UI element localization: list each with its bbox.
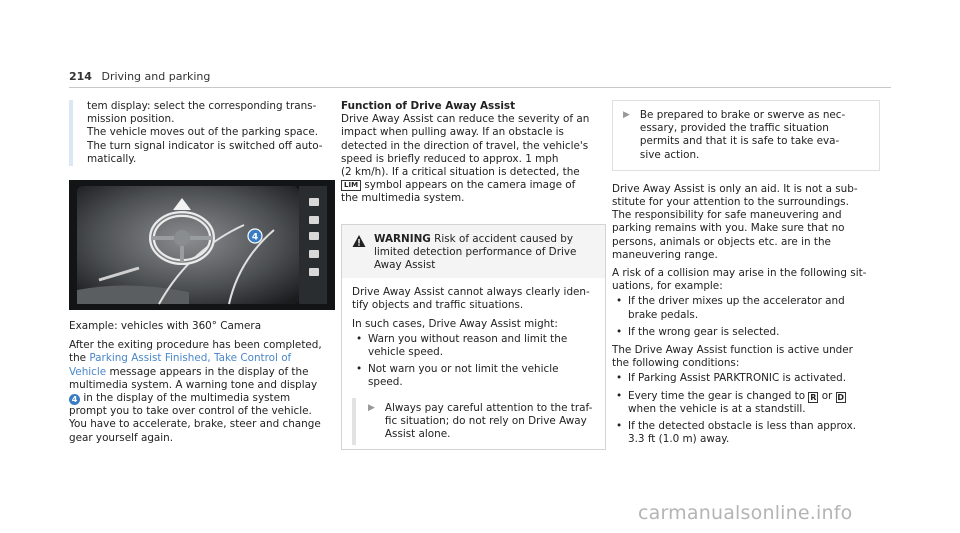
intro-line: tem display: select the corresponding trans- (87, 100, 317, 112)
paragraph-line (69, 366, 335, 379)
text-fragment: Every time the gear is changed to (628, 389, 806, 402)
list-item (612, 390, 880, 416)
site-watermark: carmanualsonline.info (638, 502, 853, 524)
list-item (612, 420, 880, 446)
warning-text: Away Assist (374, 259, 436, 272)
paragraph-line: uations, for example: (612, 280, 723, 293)
intro-line: matically. (87, 152, 137, 165)
column-middle (341, 100, 606, 450)
tip-line: Be prepared to brake or swerve as nec- (639, 109, 846, 121)
list-item-text (628, 390, 880, 403)
paragraph-line: parking remains with you. Make sure that no (612, 222, 845, 235)
intro-line: The vehicle moves out of the parking space. (87, 126, 319, 139)
camera-image (69, 180, 335, 310)
paragraph-line: A risk of a collision may arise in the following sit- (612, 267, 867, 280)
paragraph-line: impact when pulling away. If an obstacle is (341, 126, 564, 139)
warning-box (341, 224, 606, 451)
paragraph-line: tify objects and traffic situations. (352, 299, 524, 312)
list-item-text: • If the wrong gear is selected. (628, 325, 780, 338)
list-item-text: when the vehicle is at a standstill. (628, 402, 806, 415)
page-header (69, 70, 210, 83)
column-left (69, 100, 335, 445)
display-message-link: Vehicle (69, 365, 107, 378)
paragraph-line: You have to accelerate, brake, steer and change (69, 418, 321, 431)
aid-paragraph (612, 183, 880, 262)
display-message-link: Parking Assist Finished, (89, 352, 211, 365)
list-item (612, 372, 880, 385)
text-fragment: in the display of the multimedia system (83, 392, 291, 405)
section-title: Driving and parking (101, 70, 211, 83)
text-fragment: or (821, 389, 833, 402)
tip-line: fic situation; do not rely on Drive Away (384, 414, 587, 427)
warning-label: WARNING (374, 232, 431, 245)
paragraph-line: persons, animals or objects etc. are in the (612, 235, 831, 248)
paragraph-line: Drive Away Assist is only an aid. It is not a sub- (612, 182, 858, 195)
paragraph-line: stitute for your attention to the surroundings. (612, 196, 849, 209)
active-paragraph (612, 344, 880, 370)
display-message-link: Take Control of (214, 352, 292, 365)
header-divider (69, 87, 891, 88)
section-heading: Function of Drive Away Assist (341, 100, 516, 112)
paragraph-line: detected in the direction of travel, the vehicle's (341, 139, 589, 152)
paragraph-line: Drive Away Assist can reduce the severity of an (341, 113, 590, 126)
paragraph-line: speed is briefly reduced to approx. 1 mph (341, 152, 559, 165)
tip-text (385, 402, 592, 442)
page-number: 214 (69, 70, 92, 83)
list-item (352, 333, 595, 359)
paragraph-line (341, 179, 606, 192)
paragraph-line: After the exiting procedure has been completed, (69, 339, 322, 352)
text-fragment: message appears in the display of the (109, 365, 309, 378)
continued-tip-box (612, 100, 880, 171)
paragraph-line: multimedia system. A warning tone and display (69, 378, 318, 391)
paragraph-line: maneuvering range. (612, 248, 718, 261)
paragraph-line (69, 352, 335, 365)
callout-4-icon: 4 (69, 394, 80, 405)
tip-line: essary, provided the traffic situation (639, 122, 829, 135)
paragraph-line: Drive Away Assist cannot always clearly iden- (352, 286, 590, 299)
gear-r-icon: R (810, 392, 817, 402)
list-item-text: • If Parking Assist PARKTRONIC is activated. (628, 372, 847, 385)
list-item-text: speed. (368, 376, 403, 389)
text-fragment: the (69, 352, 87, 365)
tip-line: Always pay careful attention to the traf- (384, 401, 593, 414)
tip-line: Assist alone. (384, 428, 451, 441)
warning-text: limited detection performance of Drive (374, 245, 577, 258)
play-arrow-icon: ▶ (368, 402, 375, 413)
list-item-text: • Warn you without reason and limit the (368, 332, 568, 345)
list-item (612, 326, 880, 339)
tip-text (640, 109, 845, 162)
warning-tip (352, 398, 595, 446)
column-right (612, 100, 880, 451)
paragraph-line: The responsibility for safe maneuvering and (612, 209, 842, 222)
list-item-text: 3.3 ft (1.0 m) away. (628, 433, 730, 446)
conditions-bullet-list (612, 372, 880, 446)
camera-display-figure (69, 180, 335, 310)
list-item-text: • If the detected obstacle is less than approx. (628, 420, 857, 433)
play-arrow-icon: ▶ (623, 110, 630, 120)
list-item (612, 295, 880, 321)
paragraph-line: the multimedia system. (341, 192, 465, 205)
list-item-text: • Not warn you or not limit the vehicle (368, 363, 559, 376)
risk-paragraph (612, 267, 880, 293)
warning-header (342, 225, 605, 279)
paragraph-line: the following conditions: (612, 357, 740, 370)
risk-bullet-list (612, 295, 880, 339)
warning-body (342, 278, 605, 449)
paragraph-line: prompt you to take over control of the vehicle. (69, 405, 312, 418)
figure-caption: Example: vehicles with 360° Camera (69, 320, 262, 333)
intro-line: The turn signal indicator is switched off auto- (87, 139, 323, 152)
function-paragraph (341, 113, 606, 205)
list-item-text: vehicle speed. (368, 346, 444, 359)
paragraph-line: In such cases, Drive Away Assist might: (352, 317, 558, 330)
paragraph-line: gear yourself again. (69, 431, 174, 444)
list-item (352, 363, 595, 389)
warning-title (374, 233, 576, 273)
intro-line: mission position. (87, 113, 175, 126)
paragraph-line: The Drive Away Assist function is active under (612, 344, 853, 357)
paragraph-line (69, 392, 335, 405)
list-item-text: brake pedals. (628, 308, 699, 321)
warning-bullet-list (352, 333, 595, 390)
lim-symbol-icon: LIM (341, 180, 361, 191)
text-fragment: symbol appears on the camera image of (364, 179, 576, 192)
tip-line: permits and that it is safe to take eva- (639, 135, 840, 148)
completion-paragraph (69, 339, 335, 445)
warning-triangle-icon (352, 234, 366, 248)
paragraph-line: (2 km/h). If a critical situation is detected, the (341, 166, 580, 179)
warning-text: Risk of accident caused by (434, 232, 574, 245)
figure-callout-4: 4 (251, 232, 259, 243)
gear-d-icon: D (837, 392, 844, 402)
step-continuation (69, 100, 335, 166)
list-item-text: • If the driver mixes up the accelerator and (628, 295, 845, 308)
tip-line: sive action. (639, 148, 700, 161)
